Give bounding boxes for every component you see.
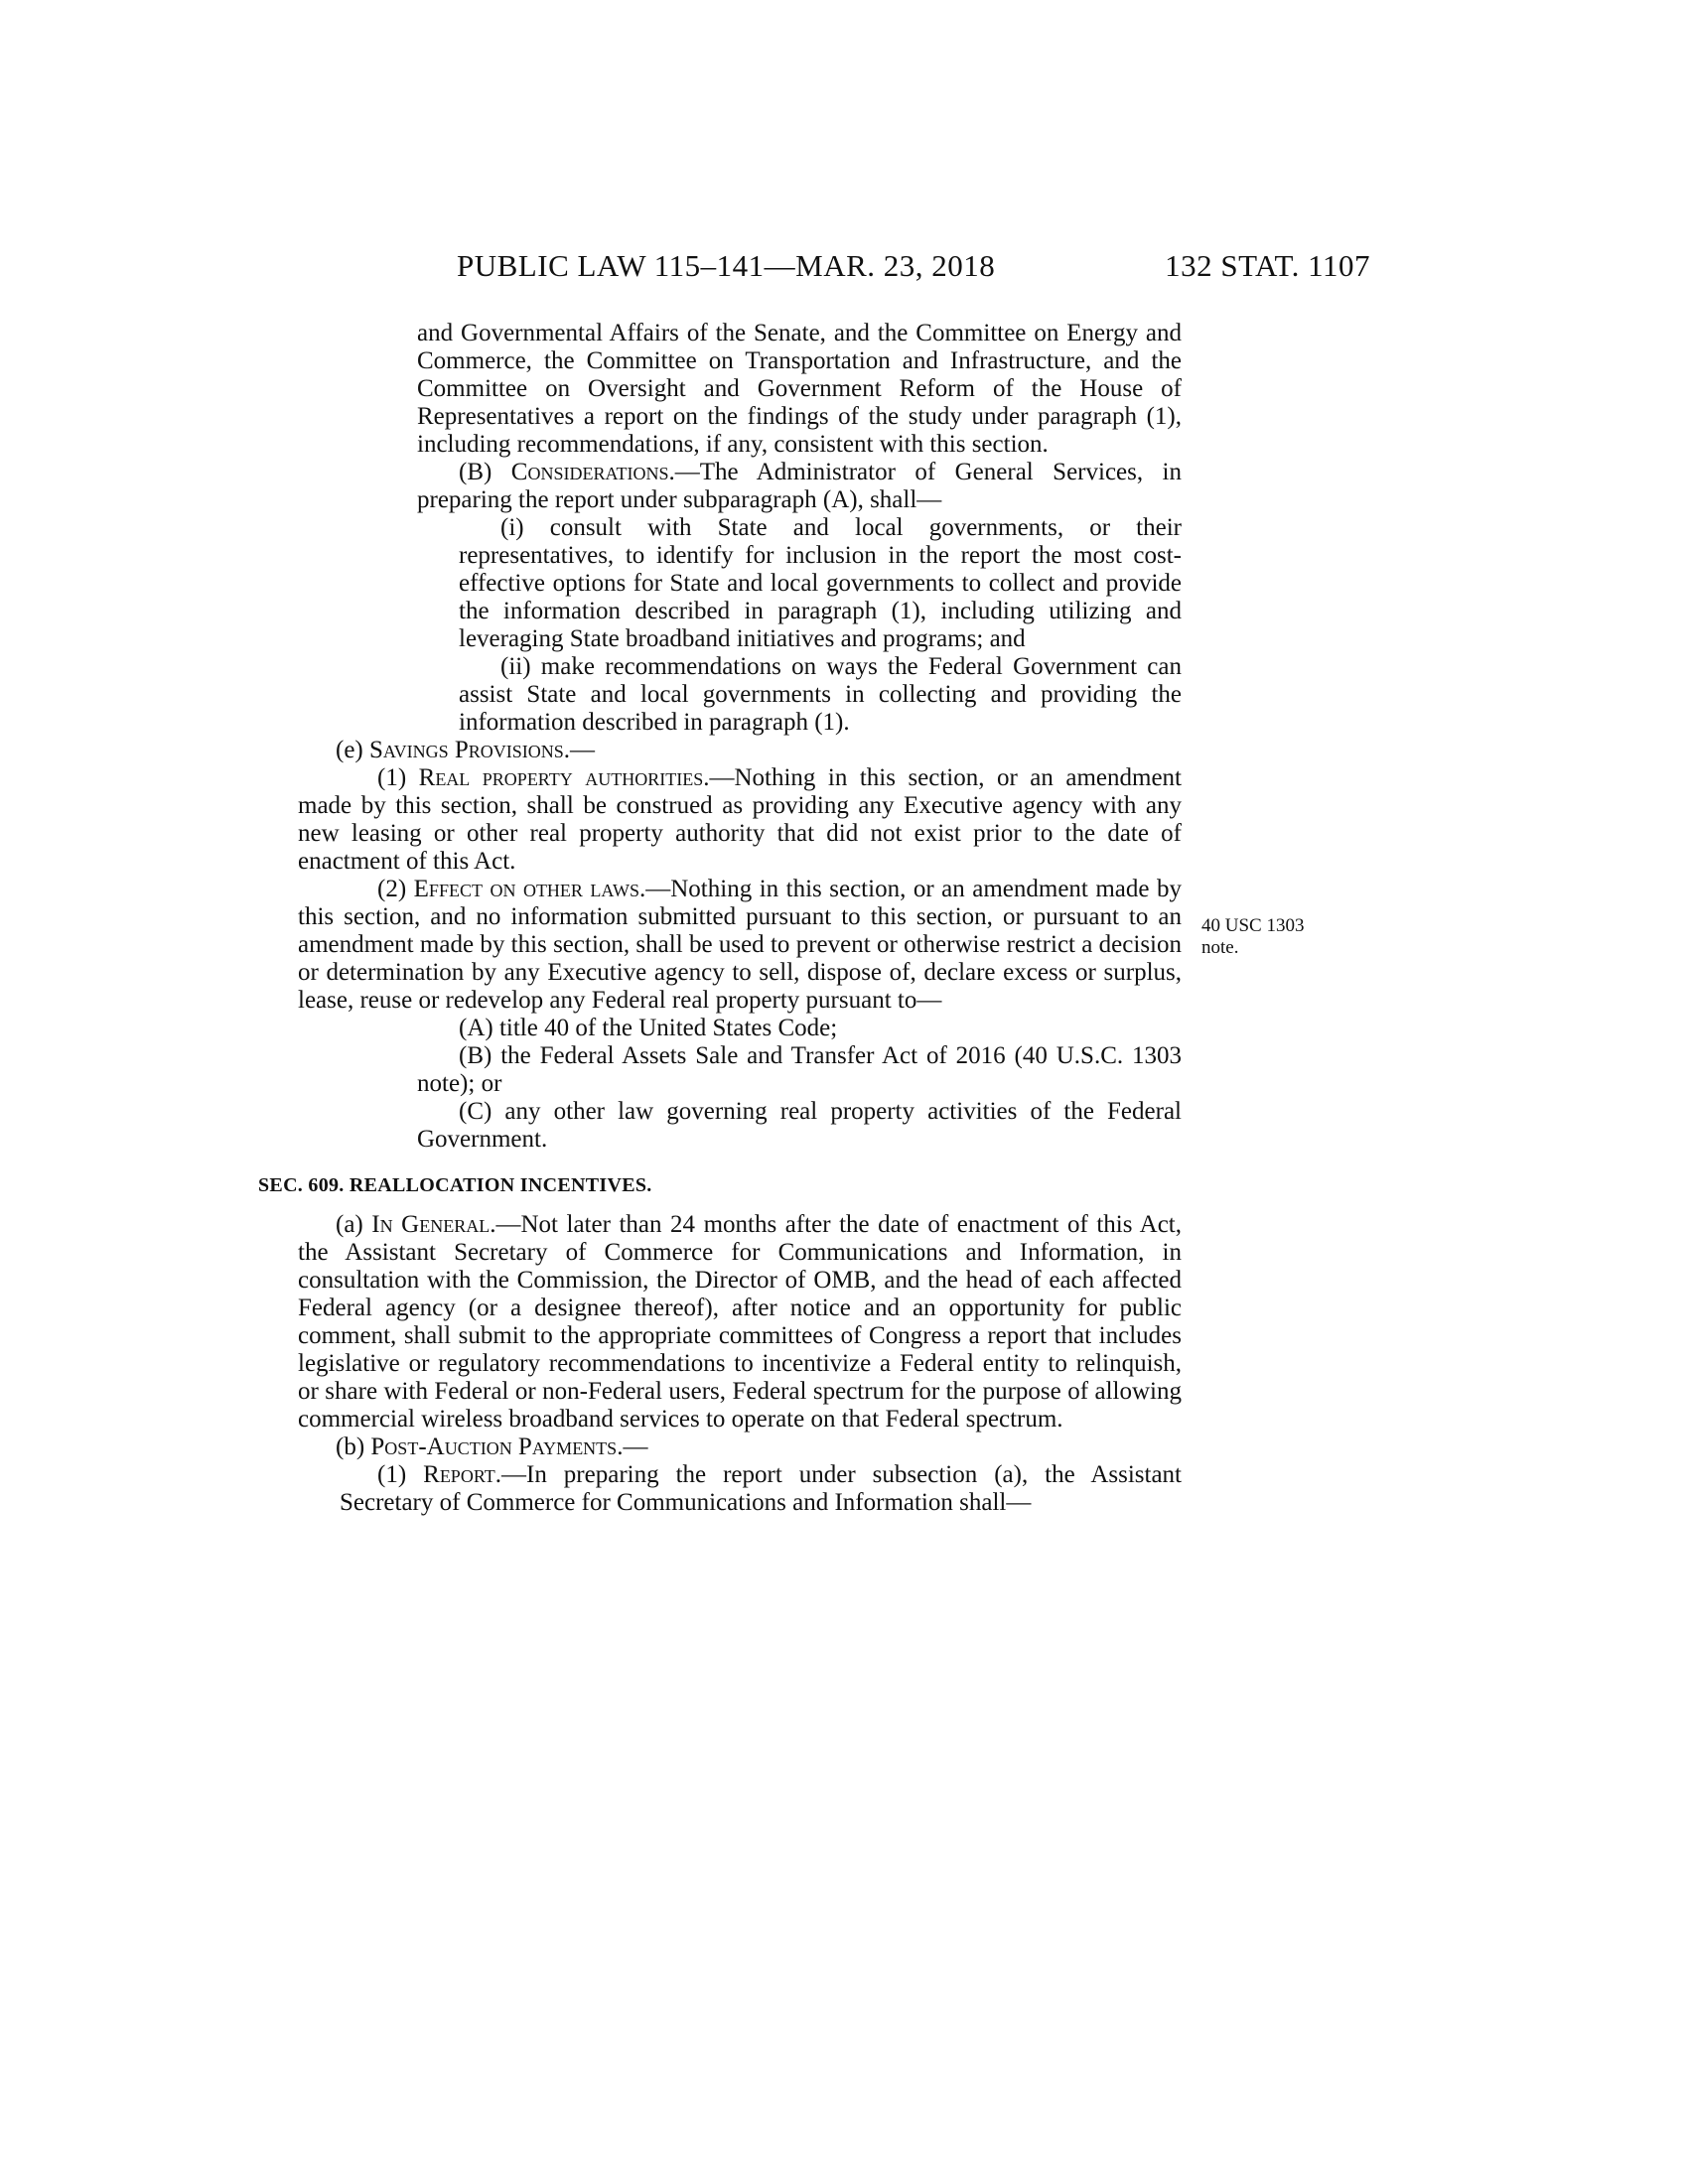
subparagraph-b: (B) the Federal Assets Sale and Transfer Act of 2016 (40 U.S.C. 1303 note); or bbox=[417, 1042, 1182, 1097]
heading-effect-on-other-laws: Effect on other laws bbox=[413, 876, 639, 902]
heading-post-auction-payments: Post-Auction Payments bbox=[370, 1433, 618, 1460]
law-title: PUBLIC LAW 115–141—MAR. 23, 2018 bbox=[457, 248, 996, 283]
subparagraph-c: (C) any other law governing real property activities of the Federal Government. bbox=[417, 1098, 1182, 1153]
subsection-b-post-auction-payments: (b) Post-Auction Payments.— bbox=[336, 1433, 648, 1460]
margin-note bbox=[1201, 915, 1360, 959]
heading-in-general: In General bbox=[371, 1211, 491, 1238]
heading-savings-provisions: Savings Provisions bbox=[369, 737, 564, 763]
document-body bbox=[258, 320, 1183, 1517]
section-heading: SEC. 609. REALLOCATION INCENTIVES. bbox=[258, 1174, 652, 1196]
clause-ii: (ii) make recommendations on ways the Federal Government can assist State and local governments in collecting and providing the information described in paragraph (1). bbox=[459, 653, 1182, 736]
subsection-e-savings-provisions: (e) Savings Provisions.— bbox=[336, 737, 595, 763]
subparagraph-b-considerations: (B) Considerations.—The Administrator of General Services, in preparing the report under subparagraph (A), shall— bbox=[417, 459, 1183, 513]
paragraph-2-effect-on-other-laws: (2) Effect on other laws.—Nothing in this section, or an amendment made by this section, and no information submitted pursuant to this section, or pursuant to an amendment made by this section, shall be used to prevent or otherwise restrict a decision or determination by any Executive agency to sell, dispose of, declare excess or surplus, lease, reuse or redevelop any Federal real property pursuant to— bbox=[298, 876, 1183, 1014]
heading-report: Report bbox=[423, 1461, 495, 1488]
clause-i: (i) consult with State and local governments, or their representatives, to identify for inclusion in the report the most cost-effective options for State and local governments to collect and provide the information described in paragraph (1), including utilizing and leveraging State broadband initiatives and programs; and bbox=[459, 514, 1182, 652]
margin-note-suffix: note. bbox=[1201, 937, 1239, 958]
subparagraph-a: (A) title 40 of the United States Code; bbox=[459, 1015, 838, 1041]
statute-page: 132 STAT. 1107 bbox=[1165, 248, 1370, 283]
running-header bbox=[457, 248, 1370, 288]
paragraph-continuation: and Governmental Affairs of the Senate, and the Committee on Energy and Commerce, the Committee on Transportation and Infrastructure, and the Committee on Oversight and Government Reform of the House of Representatives a report on the findings of the study under paragraph (1), including recommendations, if any, consistent with this section. bbox=[417, 320, 1182, 458]
paragraph-1-report: (1) Report.—In preparing the report under subsection (a), the Assistant Secretary of Commerce for Communications and Information shall— bbox=[340, 1461, 1182, 1516]
heading-real-property: Real property authorities bbox=[418, 764, 704, 791]
paragraph-1-real-property: (1) Real property authorities.—Nothing in this section, or an amendment made by this section, shall be construed as providing any Executive agency with any new leasing or other real property authority that did not exist prior to the date of enactment of this Act. bbox=[298, 764, 1183, 875]
heading-considerations: Considerations bbox=[510, 459, 669, 485]
margin-note-citation: 40 USC 1303 bbox=[1201, 915, 1305, 936]
subsection-a-in-general: (a) In General.—Not later than 24 months after the date of enactment of this Act, the Assistant Secretary of Commerce for Communications and Information, in consultation with the Commission, the Director of OMB, and the head of each affected Federal agency (or a designee thereof), after notice and an opportunity for public comment, shall submit to the appropriate committees of Congress a report that includes legislative or regulatory recommendations to incentivize a Federal entity to relinquish, or share with Federal or non-Federal users, Federal spectrum for the purpose of allowing commercial wireless broadband services to operate on that Federal spectrum. bbox=[298, 1211, 1182, 1433]
